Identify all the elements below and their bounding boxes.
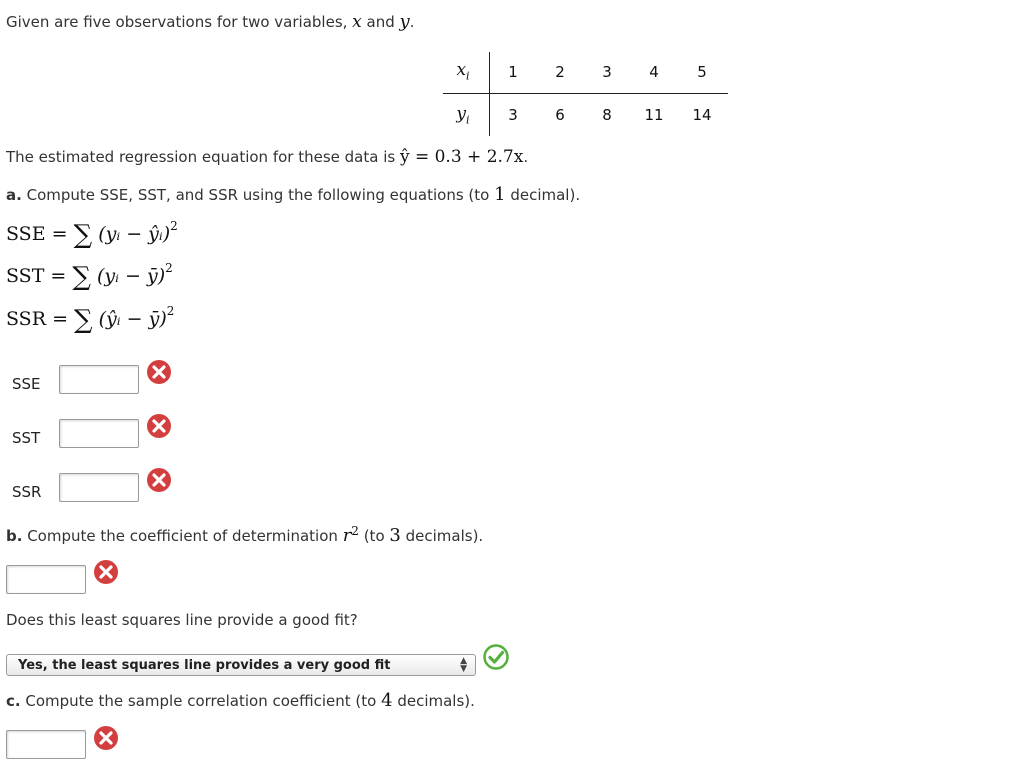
x-value-2: 2 [555, 63, 565, 81]
r-squared-input[interactable] [6, 565, 86, 594]
x-circle-icon [146, 413, 172, 439]
part-c-prompt: c. Compute the sample correlation coefficient (to 4 decimals). [6, 690, 475, 711]
fit-question: Does this least squares line provide a good fit? [6, 611, 358, 629]
intro-text: Given are five observations for two variables, x and y. [6, 11, 415, 32]
x-value-3: 3 [602, 63, 612, 81]
x-circle-icon [93, 725, 119, 751]
table-horizontal-rule [443, 93, 728, 94]
observations-table [443, 52, 728, 136]
y-row-header: $y_i$ [456, 104, 470, 127]
table-vertical-rule [489, 52, 490, 136]
y-value-5: 14 [692, 106, 712, 124]
x-value-5: 5 [697, 63, 707, 81]
check-circle-icon [483, 644, 509, 670]
y-value-1: 3 [508, 106, 518, 124]
sse-formula: SSE = ∑ (yᵢ − ŷᵢ)$^2$ [6, 219, 178, 250]
sst-label: SST [12, 429, 41, 447]
y-value-3: 8 [602, 106, 612, 124]
sst-formula: SST = ∑ (yᵢ − ȳ)$^2$ [6, 261, 173, 292]
x-value-1: 1 [508, 63, 518, 81]
part-a-prompt: a. Compute SSE, SST, and SSR using the following equations (to 1 decimal). [6, 184, 581, 205]
regression-equation: ŷ = 0.3 + 2.7x [399, 147, 524, 167]
select-arrows-icon: ▲ ▼ [460, 656, 467, 674]
sse-label: SSE [12, 375, 41, 393]
x-circle-icon [93, 559, 119, 585]
y-value-4: 11 [644, 106, 664, 124]
x-value-4: 4 [649, 63, 659, 81]
x-row-header: $x_i$ [456, 60, 470, 83]
x-circle-icon [146, 359, 172, 385]
regression-statement: The estimated regression equation for these data is ŷ = 0.3 + 2.7x. [6, 147, 529, 167]
fit-select-value: Yes, the least squares line provides a very good fit [18, 658, 391, 673]
y-value-2: 6 [555, 106, 565, 124]
correlation-input[interactable] [6, 730, 86, 759]
ssr-input[interactable] [59, 473, 139, 502]
sst-input[interactable] [59, 419, 139, 448]
sse-input[interactable] [59, 365, 139, 394]
fit-select[interactable] [6, 654, 476, 676]
x-circle-icon [146, 467, 172, 493]
ssr-label: SSR [12, 483, 42, 501]
ssr-formula: SSR = ∑ (ŷᵢ − ȳ)$^2$ [6, 304, 175, 335]
part-b-prompt: b. Compute the coefficient of determination $r^2$ (to 3 decimals). [6, 524, 484, 546]
